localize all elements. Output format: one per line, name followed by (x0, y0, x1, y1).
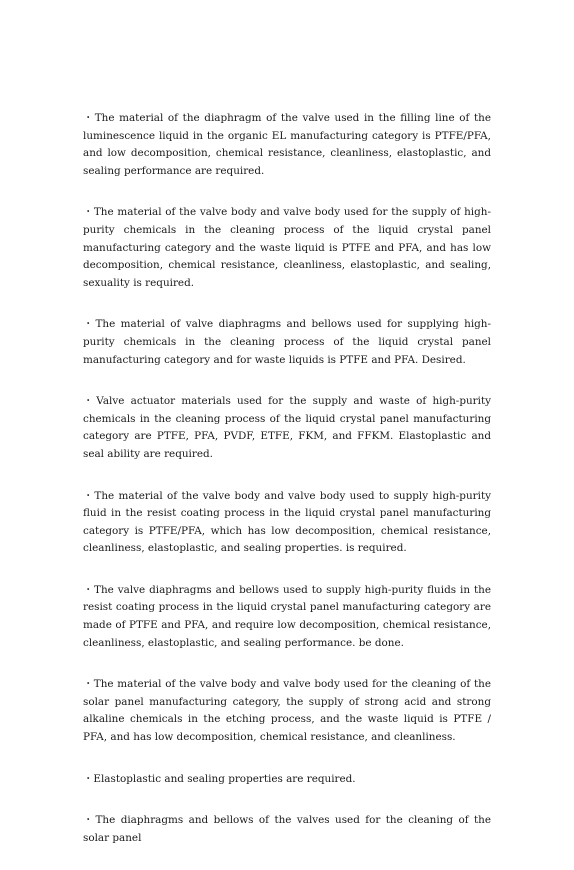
paragraph-solar-diaphragm: ・The diaphragms and bellows of the valves used for the cleaning of the solar panel (83, 814, 491, 844)
paragraph-lcd-cleaning-valve-body: ・The material of the valve body and valve body used for the supply of high-purity chemicals in the cleaning process of the liquid crystal panel manufacturing category and the waste liquid is PTFE and PFA, and has low decomposition, chemical resistance, cleanliness, elastoplastic, and sealing, sexuality is required. (83, 206, 491, 289)
paragraph-solar-valve-body: ・The material of the valve body and valve body used for the cleaning of the solar panel manufacturing category, the supply of strong acid and strong alkaline chemicals in the etching process, and the waste liquid is PTFE / PFA, and has low decomposition, chemical resistance, and cleanliness. (83, 678, 491, 744)
paragraph-sealing-required: ・Elastoplastic and sealing properties are required. (83, 772, 356, 785)
paragraph-lcd-resist-diaphragm: ・The valve diaphragms and bellows used to supply high-purity fluids in the resist coating process in the liquid crystal panel manufacturing category are made of PTFE and PFA, and require low decomposition, chemical resistance, cleanliness, elastoplastic, and sealing performance. be done. (83, 583, 491, 649)
paragraph-lcd-resist-valve-body: ・The material of the valve body and valve body used to supply high-purity fluid in the resist coating process in the liquid crystal panel manufacturing category is PTFE/PFA, which has low decomposition, chemical resistance, cleanliness, elastoplastic, and sealing properties. is required. (83, 489, 491, 555)
paragraph-organic-el-diaphragm: ・The material of the diaphragm of the valve used in the filling line of the luminescence liquid in the organic EL manufacturing category is PTFE/PFA, and low decomposition, chemical resistance, cleanliness, elastoplastic, and sealing performance are required. (83, 112, 491, 177)
paragraph-lcd-cleaning-actuator: ・Valve actuator materials used for the supply and waste of high-purity chemicals in the cleaning process of the liquid crystal panel manufacturing category are PTFE, PFA, PVDF, ETFE, FKM, and FFKM. Elastoplastic and seal ability are required. (83, 395, 491, 460)
document-body (83, 110, 491, 870)
paragraph-lcd-cleaning-diaphragm: ・The material of valve diaphragms and bellows used for supplying high-purity chemicals in the cleaning process of the liquid crystal panel manufacturing category and for waste liquids is PTFE and PFA. Desired. (83, 318, 491, 366)
